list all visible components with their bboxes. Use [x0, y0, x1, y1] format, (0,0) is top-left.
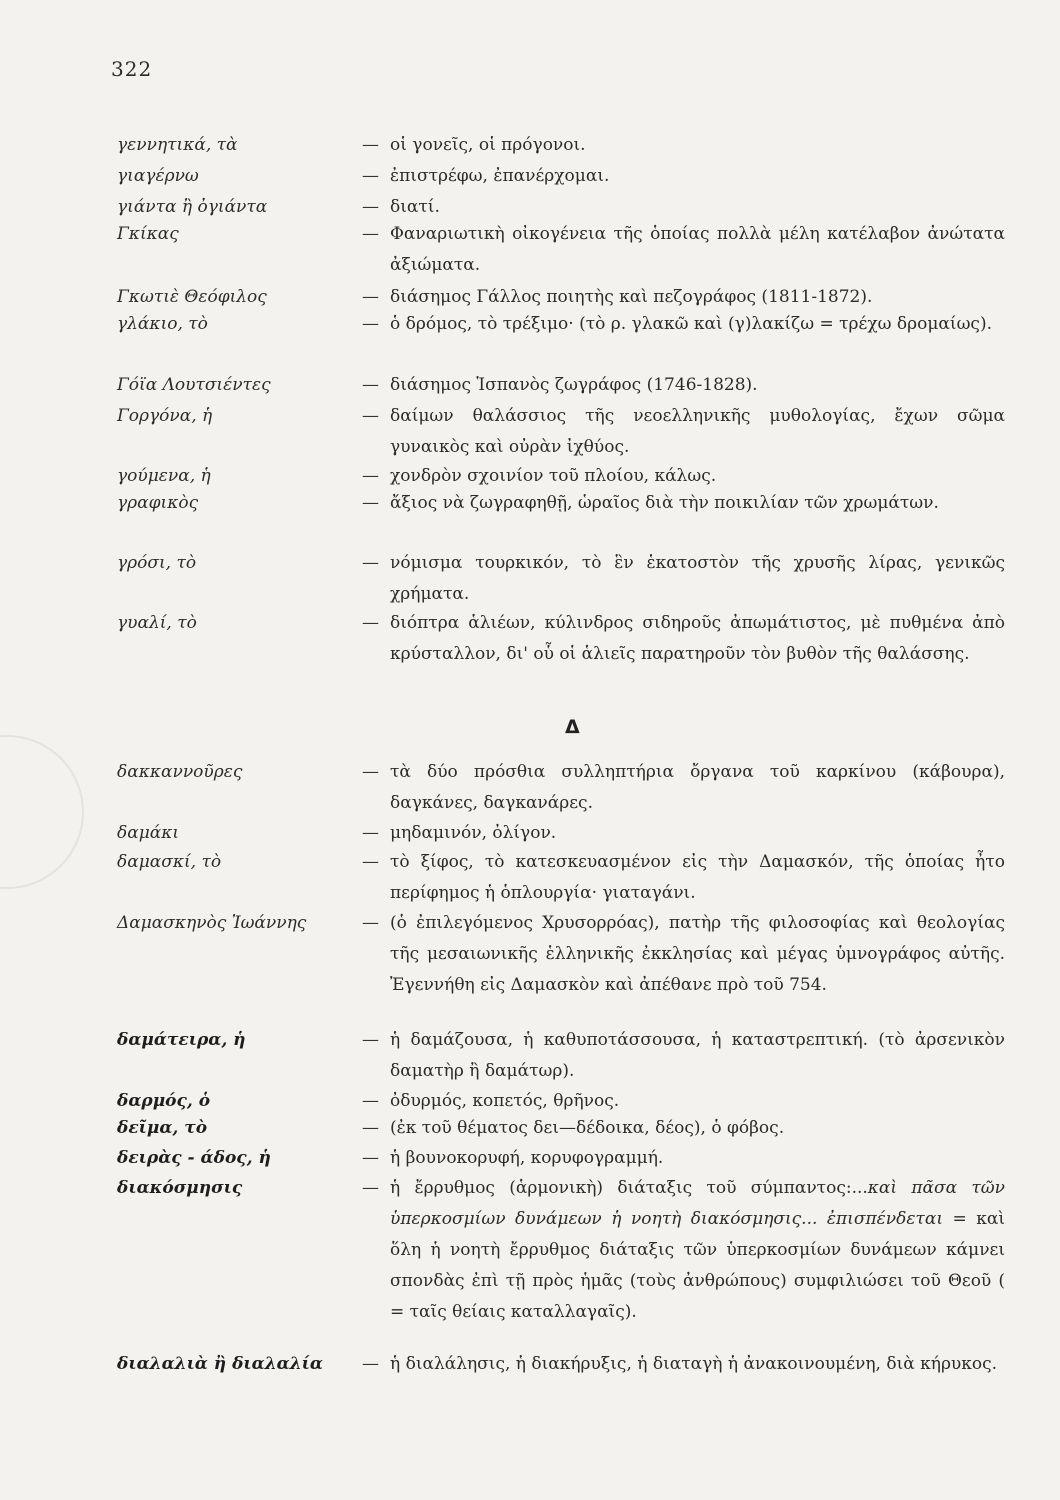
- entry-dash: —: [362, 1091, 379, 1111]
- entry-definition: Φαναριωτικὴ οἰκογένεια τῆς ὁποίας πολλὰ μέλη κατέλαβον ἀνώτατα ἀξιώματα.: [390, 224, 1005, 275]
- entry-definition: ὁ δρόμος, τὸ τρέξιμο· (τὸ ρ. γλακῶ καὶ (γ)λακίζω = τρέχω δρομαίως).: [390, 314, 992, 334]
- entry-definition: (ὁ ἐπιλεγόμενος Χρυσορρόας), πατὴρ τῆς φιλοσοφίας καὶ θεολογίας τῆς μεσαιωνικῆς ἑλληνικῆς ἐκκλησίας καὶ μέγας ὑμνογράφος αὐτῆς. Ἐγεννήθη εἰς Δαμασκὸν καὶ ἀπέθανε πρὸ τοῦ 754.: [390, 913, 1005, 995]
- definition-text: ἡ ἔρρυθμος (ἁρμονικὴ) διάταξις τοῦ σύμπαντος:...: [390, 1178, 868, 1198]
- entry-term: Γκίκας: [117, 224, 179, 244]
- entry-dash: —: [362, 466, 379, 486]
- entry-dash: —: [362, 197, 379, 217]
- entry-dash: —: [362, 493, 379, 513]
- entry-definition: ἡ διαλάλησις, ἡ διακήρυξις, ἡ διαταγὴ ἡ ἀνακοινουμένη, διὰ κήρυκος.: [390, 1354, 998, 1374]
- entry-definition: διάσημος Γάλλος ποιητὴς καὶ πεζογράφος (1811-1872).: [390, 287, 873, 307]
- entry-term: γυαλί, τὸ: [117, 613, 197, 633]
- entry-definition: διόπτρα ἁλιέων, κύλινδρος σιδηροῦς ἀπωμάτιστος, μὲ πυθμένα ἀπὸ κρύσταλλον, δι' οὗ οἱ ἁλιεῖς παρατηροῦν τὸν βυθὸν τῆς θαλάσσης.: [390, 613, 1005, 664]
- entry-term: Δαμασκηνὸς Ἰωάννης: [117, 913, 307, 933]
- entry-term: δακκαννοῦρες: [117, 762, 243, 782]
- entry-term: δαμασκί, τὸ: [117, 852, 222, 872]
- entry-dash: —: [362, 913, 379, 933]
- entry-term: γεννητικά, τὰ: [117, 135, 238, 155]
- entry-definition: (ἐκ τοῦ θέματος δει—δέδοικα, δέος), ὁ φόβος.: [390, 1118, 785, 1138]
- entry-term: γραφικὸς: [117, 493, 199, 513]
- entry-dash: —: [362, 852, 379, 872]
- entry-definition: ἡ βουνοκορυφή, κορυφογραμμή.: [390, 1148, 664, 1168]
- entry-term: Γκωτιὲ Θεόφιλος: [117, 287, 267, 307]
- definition-text: = καὶ ὅλη ἡ νοητὴ ἔρρυθμος διάταξις τῶν ὑπερκοσμίων δυνάμεων κάμνει σπονδὰς ἐπὶ τῇ πρὸς ἡμᾶς (τοὺς ἀνθρώπους) συμφιλιώσει τοῦ Θεοῦ ( = ταῖς θείαις καταλλαγαῖς).: [390, 1209, 1006, 1322]
- entry-term: δειρὰς - άδος, ἡ: [117, 1148, 271, 1168]
- entry-dash: —: [362, 406, 379, 426]
- entry-definition: ἐπιστρέφω, ἐπανέρχομαι.: [390, 166, 610, 186]
- entry-definition: [390, 1173, 1005, 1328]
- entry-definition: νόμισμα τουρκικόν, τὸ ἓν ἑκατοστὸν τῆς χρυσῆς λίρας, γενικῶς χρήματα.: [390, 553, 1005, 604]
- entry-term: γιάντα ἢ ὀγιάντα: [117, 197, 268, 217]
- entry-term: δαμάκι: [117, 823, 180, 843]
- entry-term: δεῖμα, τὸ: [117, 1118, 208, 1138]
- entry-dash: —: [362, 1118, 379, 1138]
- entry-dash: —: [362, 314, 379, 334]
- entry-term: διαλαλιὰ ἢ διαλαλία: [117, 1354, 323, 1374]
- entry-dash: —: [362, 1178, 379, 1198]
- entry-dash: —: [362, 823, 379, 843]
- entry-definition: τὸ ξίφος, τὸ κατεσκευασμένον εἰς τὴν Δαμασκόν, τῆς ὁποίας ἦτο περίφημος ἡ ὁπλουργία· γιαταγάνι.: [390, 852, 1005, 903]
- entry-definition: μηδαμινόν, ὀλίγον.: [390, 823, 557, 843]
- entry-definition: διάσημος Ἱσπανὸς ζωγράφος (1746-1828).: [390, 375, 758, 395]
- entry-term: γιαγέρνω: [117, 166, 199, 186]
- entry-dash: —: [362, 553, 379, 573]
- entry-term: Γοργόνα, ἡ: [117, 406, 213, 426]
- entry-term: γρόσι, τὸ: [117, 553, 197, 573]
- quotation-italic: καὶ πᾶσα τῶν ὑπερκοσμίων δυνάμεων ἡ νοητὴ διακόσμησις... ἐπισπένδεται: [390, 1178, 1005, 1229]
- section-letter-heading: Δ: [565, 716, 580, 738]
- entry-dash: —: [362, 1148, 379, 1168]
- entry-definition: διατί.: [390, 197, 440, 217]
- entry-definition: χονδρὸν σχοινίον τοῦ πλοίου, κάλως.: [390, 466, 717, 486]
- entry-definition: ὀδυρμός, κοπετός, θρῆνος.: [390, 1091, 620, 1111]
- entry-dash: —: [362, 613, 379, 633]
- faded-library-stamp: [0, 735, 84, 889]
- entry-dash: —: [362, 287, 379, 307]
- entry-term: δαμάτειρα, ἡ: [117, 1030, 246, 1050]
- entry-dash: —: [362, 166, 379, 186]
- entry-dash: —: [362, 375, 379, 395]
- entry-term: δαρμός, ὁ: [117, 1091, 211, 1111]
- entry-definition: ἡ δαμάζουσα, ἡ καθυποτάσσουσα, ἡ καταστρεπτική. (τὸ ἀρσενικὸν δαματὴρ ἢ δαμάτωρ).: [390, 1030, 1005, 1081]
- entry-term: γούμενα, ἡ: [117, 466, 211, 486]
- entry-term: διακόσμησις: [117, 1178, 243, 1198]
- entry-term: γλάκιο, τὸ: [117, 314, 208, 334]
- entry-dash: —: [362, 1030, 379, 1050]
- entry-definition: δαίμων θαλάσσιος τῆς νεοελληνικῆς μυθολογίας, ἔχων σῶμα γυναικὸς καὶ οὐρὰν ἰχθύος.: [390, 406, 1005, 457]
- entry-definition: τὰ δύο πρόσθια συλληπτήρια ὄργανα τοῦ καρκίνου (κάβουρα), δαγκάνες, δαγκανάρες.: [390, 762, 1005, 813]
- entry-definition: οἱ γονεῖς, οἱ πρόγονοι.: [390, 135, 586, 155]
- entry-definition: ἄξιος νὰ ζωγραφηθῇ, ὡραῖος διὰ τὴν ποικιλίαν τῶν χρωμάτων.: [390, 493, 939, 513]
- entry-term: Γόϊα Λουτσιέντες: [117, 375, 271, 395]
- entry-dash: —: [362, 224, 379, 244]
- page-number: 322: [111, 57, 153, 81]
- entry-dash: —: [362, 762, 379, 782]
- entry-dash: —: [362, 135, 379, 155]
- entry-dash: —: [362, 1354, 379, 1374]
